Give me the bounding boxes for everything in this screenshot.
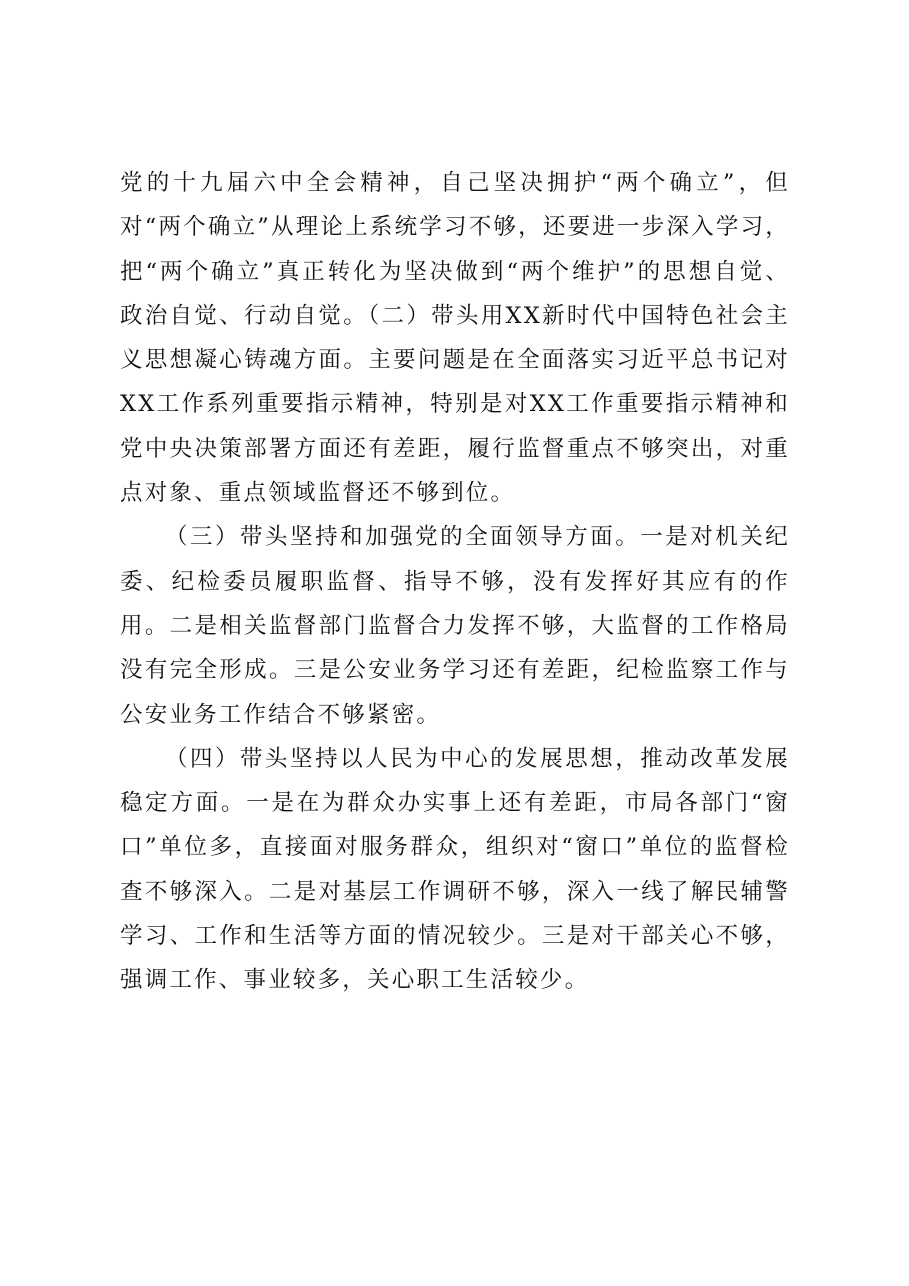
paragraph-continuation: 党的十九届六中全会精神，自己坚决拥护“两个确立”，但对“两个确立”从理论上系统学习不够，还要进一步深入学习，把“两个确立”真正转化为坚决做到“两个维护”的思想自觉、政治自觉、行动自觉。（二）带头用XX新时代中国特色社会主义思想凝心铸魂方面。主要问题是在全面落实习近平总书记对XX工作系列重要指示精神，特别是对XX工作重要指示精神和党中央决策部署方面还有差距，履行监督重点不够突出，对重点对象、重点领域监督还不够到位。 bbox=[120, 170, 790, 507]
paragraph-section-four: （四）带头坚持以人民为中心的发展思想，推动改革发展稳定方面。一是在为群众办实事上还有差距，市局各部门“窗口”单位多，直接面对服务群众，组织对“窗口”单位的监督检查不够深入。二是对基层工作调研不够，深入一线了解民辅警学习、工作和生活等方面的情况较少。三是对干部关心不够，强调工作、事业较多，关心职工生活较少。 bbox=[120, 745, 790, 994]
paragraph-section-three: （三）带头坚持和加强党的全面领导方面。一是对机关纪委、纪检委员履职监督、指导不够，没有发挥好其应有的作用。二是相关监督部门监督合力发挥不够，大监督的工作格局没有完全形成。三是公安业务学习还有差距，纪检监察工作与公安业务工作结合不够紧密。 bbox=[120, 524, 790, 728]
document-body bbox=[120, 161, 790, 1003]
